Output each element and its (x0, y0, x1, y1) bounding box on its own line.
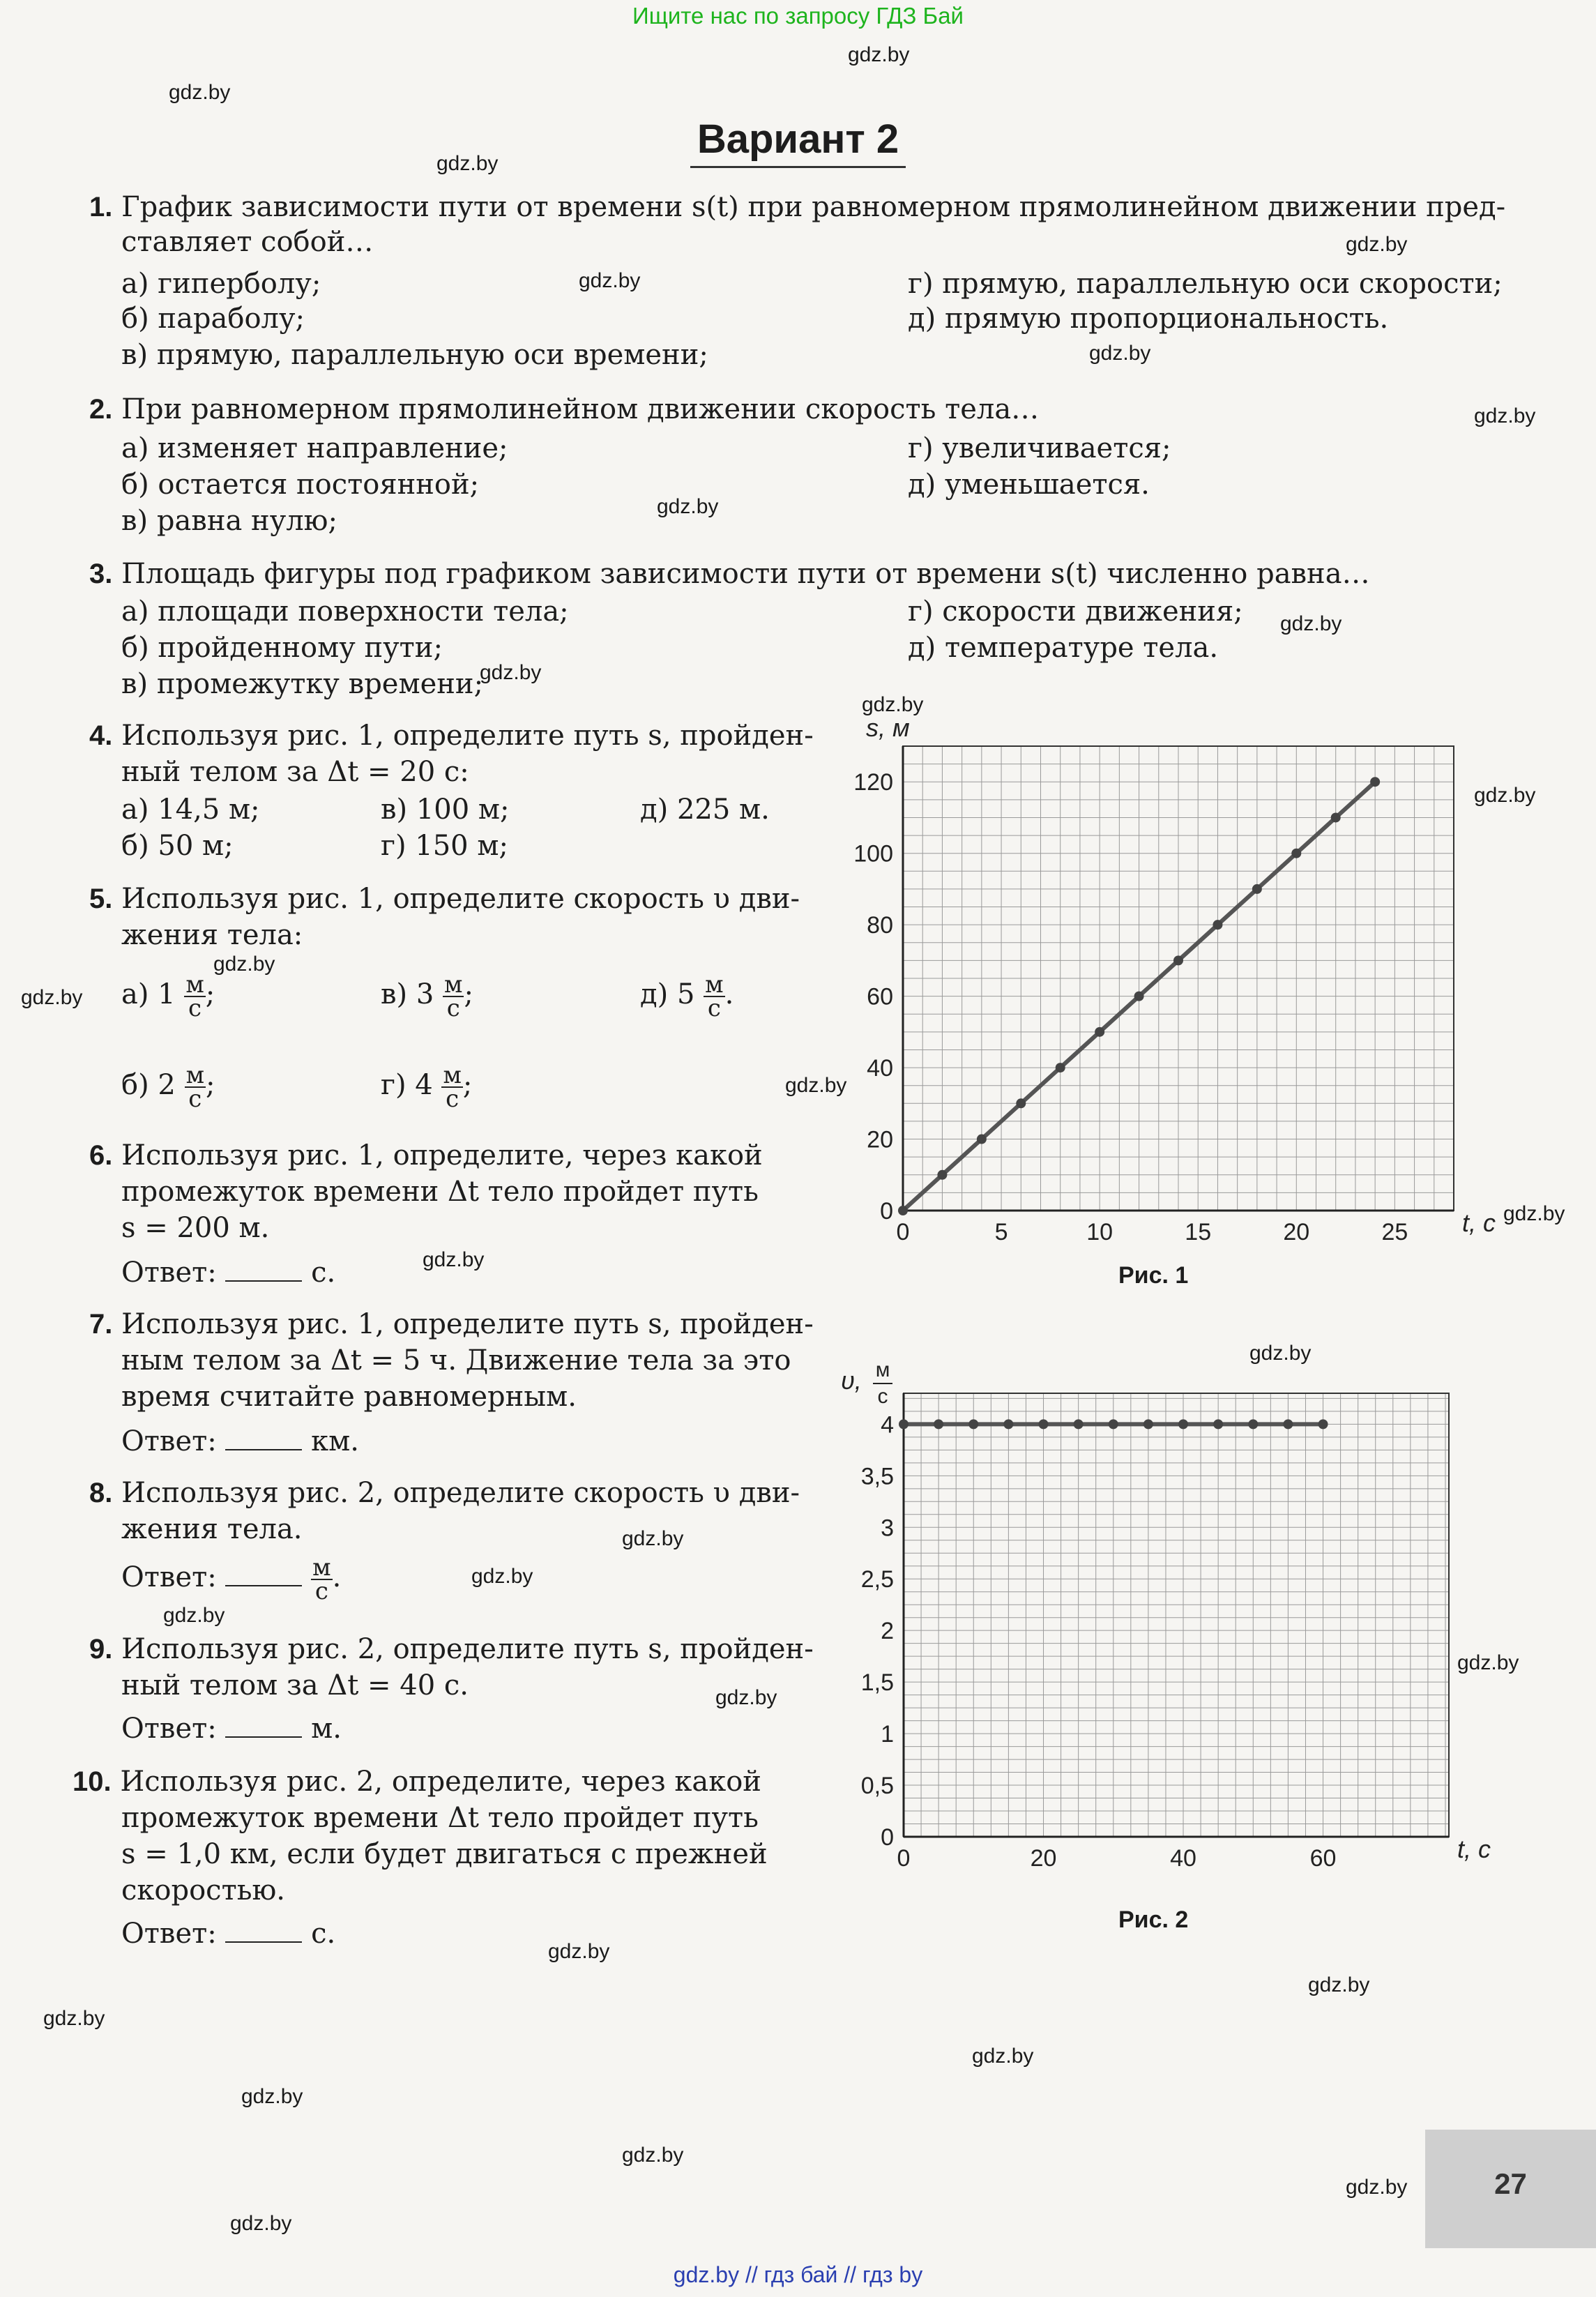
data-point (1178, 1419, 1188, 1429)
watermark: gdz.by (1474, 784, 1536, 807)
watermark: gdz.by (1346, 233, 1408, 256)
watermark: gdz.by (1249, 1342, 1312, 1365)
data-point (899, 1419, 909, 1429)
question-10-line4: скоростью. (121, 1874, 286, 1906)
watermark: gdz.by (1457, 1651, 1519, 1674)
option-d: д) прямую пропорциональность. (908, 303, 1389, 335)
watermark: gdz.by (423, 1248, 485, 1271)
y-tick-label: 120 (853, 769, 893, 796)
question-number: 8. (89, 1478, 113, 1508)
data-point (1056, 1063, 1065, 1072)
option-v: в) прямую, параллельную оси времени; (121, 339, 708, 371)
unit-fraction: $\frac{м}{с}$ (443, 1061, 462, 1113)
watermark: gdz.by (1346, 2176, 1408, 2199)
watermark: gdz.by (471, 1565, 533, 1588)
watermark: gdz.by (579, 269, 641, 292)
question-text: Площадь фигуры под графиком зависимости пути от времени s(t) численно равна… (121, 558, 1370, 590)
data-point (1318, 1419, 1328, 1429)
answer-field[interactable]: Ответ: $\frac{м}{с}$ . (121, 1554, 342, 1605)
data-point (1248, 1419, 1258, 1429)
watermark: gdz.by (622, 2144, 684, 2167)
option-v: в) промежутку времени; (121, 668, 484, 700)
y-tick-label: 4 (881, 1411, 894, 1439)
y-tick-label: 2 (881, 1618, 894, 1645)
unit-fraction: $\frac{м}{с}$ (444, 971, 463, 1022)
answer-field[interactable]: Ответ: км. (121, 1425, 359, 1457)
x-tick-label: 15 (1185, 1219, 1212, 1245)
figure-2-chart (802, 1353, 1506, 1911)
question-5 (89, 881, 800, 916)
watermark: gdz.by (169, 81, 231, 104)
y-tick-label: 1,5 (860, 1669, 894, 1697)
answer-blank[interactable] (225, 1425, 302, 1450)
answer-field[interactable]: Ответ: с. (121, 1918, 336, 1950)
option-b: б) остается постоянной; (121, 469, 480, 501)
question-number: 10. (73, 1766, 112, 1797)
question-text: Используя рис. 2, определите путь s, пройден- (121, 1633, 814, 1665)
unit-fraction: $\frac{м}{с}$ (312, 1554, 331, 1605)
watermark: gdz.by (1503, 1202, 1565, 1225)
question-text: Используя рис. 1, определите путь s, пройден- (121, 720, 814, 752)
page-title: Вариант 2 (0, 116, 1596, 162)
question-10 (73, 1764, 761, 1799)
data-point (1370, 777, 1380, 787)
question-8 (89, 1476, 800, 1510)
question-text: Используя рис. 2, определите, через какой (120, 1766, 761, 1798)
option-d: д) 5 $\frac{м}{с}$ . (640, 971, 734, 1022)
watermark: gdz.by (848, 43, 910, 66)
watermark: gdz.by (785, 1074, 847, 1097)
watermark: gdz.by (213, 953, 275, 976)
option-a: а) гиперболу; (121, 268, 321, 300)
data-point (1016, 1098, 1026, 1108)
question-1 (89, 190, 1505, 225)
y-tick-label: 80 (867, 912, 893, 939)
question-number: 5. (89, 884, 113, 914)
y-axis-label: s, м (866, 713, 910, 742)
x-tick-label: 0 (896, 1219, 910, 1245)
data-point (937, 1170, 947, 1180)
option-d: д) уменьшается. (908, 469, 1150, 501)
option-b: б) 2 $\frac{м}{с}$ ; (121, 1061, 215, 1113)
x-tick-label: 60 (1309, 1845, 1337, 1872)
data-point (1039, 1419, 1049, 1429)
y-axis-label: υ, (841, 1366, 862, 1395)
question-3 (89, 556, 1370, 591)
data-point (1252, 884, 1262, 894)
data-point (968, 1419, 978, 1429)
watermark: gdz.by (163, 1604, 225, 1627)
watermark: gdz.by (862, 693, 924, 716)
answer-blank[interactable] (225, 1918, 302, 1943)
x-tick-label: 25 (1381, 1219, 1408, 1245)
y-axis-unit-denominator: с (877, 1385, 888, 1408)
question-number: 9. (89, 1634, 113, 1665)
y-tick-label: 1 (881, 1721, 894, 1748)
question-text: Используя рис. 1, определите скорость υ дви- (121, 883, 800, 915)
x-tick-label: 10 (1086, 1219, 1114, 1245)
question-10-line2: промежуток времени Δt тело пройдет путь (121, 1802, 759, 1834)
watermark: gdz.by (21, 986, 83, 1009)
question-number: 2. (89, 394, 113, 425)
answer-blank[interactable] (225, 1713, 302, 1738)
data-point (1213, 1419, 1223, 1429)
y-tick-label: 3,5 (860, 1463, 894, 1490)
x-tick-label: 20 (1030, 1845, 1057, 1872)
question-number: 3. (89, 559, 113, 589)
page-number: 27 (1494, 2167, 1527, 2200)
option-d: д) 225 м. (640, 794, 770, 826)
y-tick-label: 0,5 (860, 1773, 894, 1800)
unit-fraction: $\frac{м}{с}$ (185, 971, 204, 1022)
option-g: г) 150 м; (381, 830, 508, 862)
watermark: gdz.by (230, 2212, 292, 2235)
plot-frame (904, 1393, 1449, 1837)
y-tick-label: 3 (881, 1515, 894, 1542)
question-4-line2: ный телом за Δt = 20 с: (121, 756, 469, 788)
watermark: gdz.by (1474, 404, 1536, 427)
option-g: г) 4 $\frac{м}{с}$ ; (381, 1061, 473, 1113)
watermark: gdz.by (43, 2007, 105, 2030)
data-point (898, 1206, 908, 1215)
question-6 (89, 1138, 763, 1173)
answer-blank[interactable] (225, 1561, 302, 1586)
figure-2-caption: Рис. 2 (1118, 1906, 1189, 1933)
answer-blank[interactable] (225, 1257, 302, 1282)
data-point (934, 1419, 943, 1429)
data-point (1095, 1027, 1104, 1037)
x-axis-label: t, с (1462, 1208, 1496, 1237)
option-b: б) пройденному пути; (121, 632, 443, 664)
data-point (1134, 992, 1144, 1001)
question-number: 4. (89, 720, 113, 751)
watermark: gdz.by (715, 1686, 777, 1709)
y-tick-label: 40 (867, 1055, 893, 1082)
option-a: а) 14,5 м; (121, 794, 260, 826)
question-5-line2: жения тела: (121, 919, 303, 951)
question-text: Используя рис. 1, определите путь s, пройден- (121, 1308, 814, 1340)
question-text: График зависимости пути от времени s(t) при равномерном прямолинейном движении пред- (121, 191, 1506, 223)
data-point (1291, 849, 1301, 858)
question-4 (89, 718, 814, 753)
question-7-line2: ным телом за Δt = 5 ч. Движение тела за это (121, 1344, 791, 1377)
question-6-line2: промежуток времени Δt тело пройдет путь (121, 1176, 759, 1208)
data-point (1331, 812, 1341, 822)
bottom-banner[interactable]: gdz.by // гдз бай // гдз by (673, 2262, 923, 2287)
x-tick-label: 0 (897, 1845, 911, 1872)
option-v: в) 100 м; (381, 794, 510, 826)
option-v: в) равна нулю; (121, 505, 337, 537)
watermark: gdz.by (241, 2085, 303, 2108)
figure-1-caption: Рис. 1 (1118, 1262, 1189, 1289)
answer-field[interactable]: Ответ: с. (121, 1257, 336, 1289)
question-number: 1. (89, 192, 113, 222)
watermark: gdz.by (1280, 612, 1342, 635)
question-text: Используя рис. 1, определите, через какой (121, 1139, 763, 1172)
y-tick-label: 60 (867, 983, 893, 1010)
question-7-line3: время считайте равномерным. (121, 1381, 577, 1413)
data-point (1074, 1419, 1084, 1429)
y-tick-label: 100 (853, 840, 893, 867)
watermark: gdz.by (1308, 1973, 1370, 1996)
x-tick-label: 20 (1283, 1219, 1310, 1245)
x-axis-label: t, с (1457, 1835, 1491, 1863)
data-point (1213, 920, 1222, 930)
option-g: г) прямую, параллельную оси скорости; (908, 268, 1503, 300)
y-tick-label: 0 (881, 1824, 894, 1851)
y-tick-label: 0 (880, 1198, 893, 1225)
option-b: б) параболу; (121, 303, 305, 335)
watermark: gdz.by (622, 1527, 684, 1550)
option-d: д) температуре тела. (908, 632, 1219, 664)
y-axis-unit-numerator: м (875, 1358, 890, 1381)
option-g: г) увеличивается; (908, 432, 1171, 464)
question-1-line2: ставляет собой… (121, 226, 374, 258)
option-a: а) 1 $\frac{м}{с}$ ; (121, 971, 215, 1022)
data-point (1109, 1419, 1118, 1429)
unit-fraction: $\frac{м}{с}$ (185, 1061, 205, 1113)
watermark: gdz.by (1089, 342, 1151, 365)
question-10-line3: s = 1,0 км, если будет двигаться с прежней (121, 1838, 768, 1870)
data-point (1003, 1419, 1013, 1429)
watermark: gdz.by (480, 661, 542, 684)
question-8-line2: жения тела. (121, 1513, 303, 1545)
option-g: г) скорости движения; (908, 596, 1243, 628)
data-point (1143, 1419, 1153, 1429)
option-v: в) 3 $\frac{м}{с}$ ; (381, 971, 473, 1022)
answer-field[interactable]: Ответ: м. (121, 1713, 342, 1745)
question-text: Используя рис. 2, определите скорость υ дви- (121, 1477, 800, 1509)
question-9 (89, 1632, 814, 1667)
question-number: 6. (89, 1140, 113, 1171)
question-text: При равномерном прямолинейном движении скорость тела… (121, 393, 1040, 425)
watermark: gdz.by (657, 495, 719, 518)
question-7 (89, 1307, 814, 1342)
data-point (1173, 955, 1183, 965)
data-point (977, 1135, 987, 1144)
option-b: б) 50 м; (121, 830, 234, 862)
question-number: 7. (89, 1309, 113, 1340)
watermark: gdz.by (972, 2045, 1034, 2068)
question-6-line3: s = 200 м. (121, 1212, 270, 1244)
option-a: а) изменяет направление; (121, 432, 508, 464)
top-banner[interactable]: Ищите нас по запросу ГДЗ Бай (632, 3, 964, 29)
figure-1-chart (823, 704, 1513, 1269)
y-tick-label: 2,5 (860, 1566, 894, 1593)
data-point (1283, 1419, 1293, 1429)
watermark: gdz.by (436, 152, 499, 175)
x-tick-label: 5 (994, 1219, 1008, 1245)
question-9-line2: ный телом за Δt = 40 с. (121, 1669, 469, 1701)
x-tick-label: 40 (1170, 1845, 1196, 1872)
question-2 (89, 392, 1039, 427)
unit-fraction: $\frac{м}{с}$ (705, 971, 724, 1022)
watermark: gdz.by (548, 1940, 610, 1963)
y-tick-label: 20 (867, 1126, 893, 1153)
option-a: а) площади поверхности тела; (121, 596, 569, 628)
